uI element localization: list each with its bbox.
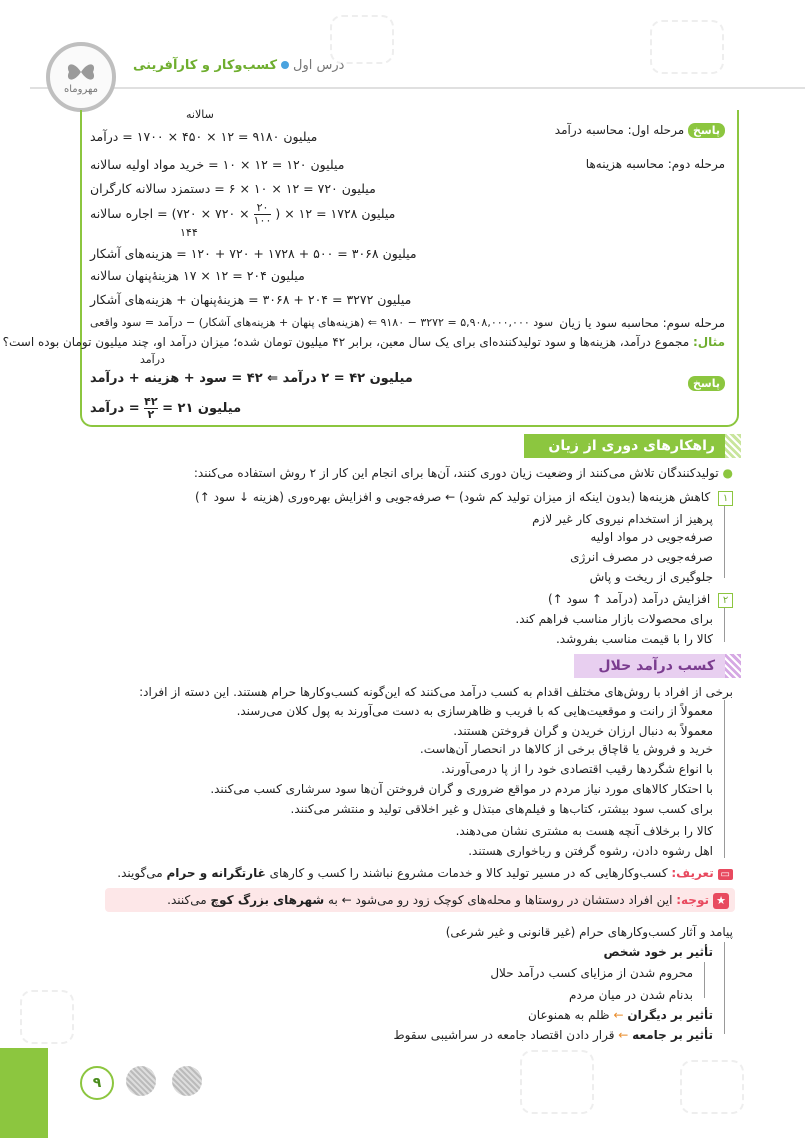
effect2-row [528,1008,713,1022]
stripe-decoration [725,654,741,678]
stripe-decoration [725,434,741,458]
attention-note [105,888,735,912]
effect1-item: بدنام شدن در میان مردم [569,988,693,1002]
note-text: این افراد دستشان در روستاها و محله‌های کوچک زود رو می‌شود ← به [328,893,673,907]
answer-pill-row [688,376,725,391]
section1-intro [194,466,733,480]
rent-under: ۱۴۴ [180,226,198,239]
note-bold: شهرهای بزرگ کوچ [210,893,325,907]
illicit-item: برای کسب سود بیشتر، کتاب‌ها و فیلم‌های مبتذل و غیر اخلاقی تولید و منتشر می‌کنند. [290,802,713,816]
hidden-cost-eq: میلیون ۲۰۴ = ۱۲ × ۱۷ هزینهٔ‌پنهان سالانه [90,268,305,283]
method2-item: کالا را با قیمت مناسب بفروشد. [555,632,713,646]
lesson-label: درس اول [293,58,345,73]
illicit-item: اهل رشوه دادن، رشوه گرفتن و رباخواری هستند. [468,844,713,858]
example-row [3,335,725,349]
arrow-left-icon: ← [613,1008,624,1022]
method1-item: صرفه‌جویی در مصرف انرژی [570,550,713,564]
explicit-cost-eq: میلیون ۳۰۶۸ = ۵۰۰ + ۱۷۲۸ + ۷۲۰ + ۱۲۰ = هزینه‌های آشکار [90,246,417,261]
definition-row [117,866,733,880]
wage-eq: میلیون ۷۲۰ = ۱۲ × ۱۰ × ۶ = دستمزد سالانه کارگران [90,181,376,196]
step1-equation: میلیون ۹۱۸۰ = ۱۲ × ۴۵۰ × ۱۷۰۰ = درآمد [90,129,318,144]
definition-text: کسب‌وکارهایی که در مسیر تولید کالا و خدمات مشروع نباشند را کسب و کارهای [269,866,668,880]
rent-eq [90,202,395,227]
background-doodle [650,20,724,74]
answer-over: درآمد [140,353,165,366]
raw-material-eq: میلیون ۱۲۰ = ۱۲ × ۱۰ = خرید مواد اولیه سالانه [90,157,345,172]
method2-tree-line [724,608,725,642]
total-cost-eq: میلیون ۳۲۷۲ = ۲۰۴ + ۳۰۶۸ = هزینهٔ‌پنهان + هزینه‌های آشکار [90,292,412,307]
section2-title-text: کسب درآمد حلال [598,658,715,674]
effect1-item: محروم شدن از مزایای کسب درآمد حلال [490,966,693,980]
effect2-text: ظلم به همنوعان [527,1008,610,1022]
answer-eq1: میلیون ۴۲ = ۲ درآمد ⇐ ۴۲ = سود + هزینه + درآمد [90,371,413,386]
illicit-item: معمولاً از رانت و موقعیت‌هایی که با فریب و ظاهرسازی به دست می‌آورند به پول کلان می‌رسند. [236,704,713,718]
answer-pill: پاسخ [688,123,725,138]
effects-title: پیامد و آثار کسب‌وکارهای حرام (غیر قانونی و غیر شرعی) [445,925,733,939]
illicit-item: معمولاً به دنبال ارزان خریدن و گران فروختن هستند. [453,724,713,738]
effect2-title: تأثیر بر دیگران [627,1008,713,1022]
section2-title [574,654,725,678]
ans-fraction [144,396,157,421]
rent-post: × ۷۲۰ × ۷۲۰) = اجاره سالانه [90,206,250,221]
background-doodle [520,1050,594,1114]
method1-tree-line [724,506,725,578]
method1-text: کاهش هزینه‌ها (بدون اینکه از میزان تولید کم شود) ← صرفه‌جویی و افزایش بهره‌وری (هزینه ↓ سود ↑) [195,490,711,504]
effect3-row [394,1028,713,1042]
lesson-title: کسب‌وکار و کارآفرینی [133,58,278,73]
illicit-item: با انواع شگردها رقیب اقتصادی خود را از پا درمی‌آورند. [441,762,713,776]
step3-label: مرحله سوم: محاسبه سود یا زیان [559,316,725,330]
profit-eq: سود ۵,۹۰۸,۰۰۰,۰۰۰ = ۳۲۷۲ − ۹۱۸۰ ⇐ (هزینه‌های پنهان + هزینه‌های آشکار) − درآمد = سود واقعی [90,316,554,329]
rent-den: ۱۰۰ [253,214,272,227]
dot-icon [281,61,289,69]
method2-number: ۲ [718,593,733,608]
rent-fraction [254,202,272,227]
step2-label: مرحله دوم: محاسبه هزینه‌ها [585,157,725,171]
logo-text: مهروماه [64,83,98,95]
method1 [195,490,733,506]
background-doodle [20,990,74,1044]
background-doodle [330,15,394,64]
method1-number: ۱ [718,491,733,506]
method1-item: جلوگیری از ریخت و پاش [589,570,713,584]
section2-tree-line [724,700,725,858]
definition-end: می‌گویند. [117,866,163,880]
effect1-subtree-line [704,962,705,998]
effects-tree-line [724,942,725,1034]
answer-eq2 [90,396,241,421]
answer-pill-2: پاسخ [688,376,725,391]
page-corner-bar [0,1048,48,1138]
definition-label: تعریف: [671,866,714,880]
section1-intro-text: تولیدکنندگان تلاش می‌کنند از وضعیت زیان دوری کنند، آن‌ها برای انجام این کار از ۲ روش استفاده می‌کنند: [193,466,719,480]
background-doodle [680,1060,744,1114]
illicit-item: خرید و فروش یا قاچاق برخی از کالاها در انحصار آن‌هاست. [419,742,713,756]
method2-text: افزایش درآمد (درآمد ↑ سود ↑) [547,592,711,606]
note-end: می‌کنند. [167,893,207,907]
ans-num: ۴۲ [144,395,158,408]
butterfly-icon [65,60,97,84]
section2-intro: برخی از افراد با روش‌های مختلف اقدام به کسب درآمد می‌کنند که این‌گونه کسب‌وکارها حرام هستند. این دسته از افراد: [139,685,733,699]
section1-title-text: راهکارهای دوری از زیان [548,438,715,454]
arrow-left-icon: ← [618,1028,629,1042]
step1-label: مرحله اول: محاسبه درآمد [554,123,685,137]
step1-label-row [555,123,725,138]
method1-item: صرفه‌جویی در مواد اولیه [590,530,713,544]
star-icon: ★ [713,893,729,909]
step1-over [186,108,214,121]
rent-pre: میلیون ۱۷۲۸ = ۱۲ × ( [275,206,396,221]
definition-bold: غارتگرانه و حرام [166,866,266,880]
step1-overlabel: سالانه [186,108,214,121]
method2 [548,592,733,608]
rent-num: ۲۰ [254,202,272,215]
lesson-header [133,58,344,73]
header-rule [30,87,805,89]
illicit-item: با احتکار کالاهای مورد نیاز مردم در مواقع ضروری و گران فروختن آن‌ها سود سرشاری کسب می‌کنند. [210,782,713,796]
ans-den: ۲ [147,408,155,421]
example-text: مجموع درآمد، هزینه‌ها و سود تولیدکننده‌ای برای یک سال معین، برابر ۴۲ میلیون تومان شده؛ میزان درآمد او، چند میلیون تومان بوده است؟ [2,335,690,349]
note-label: توجه: [676,893,709,907]
effect1-title: تأثیر بر خود شخص [603,945,713,959]
effect3-text: قرار دادن اقتصاد جامعه در سراشیبی سقوط [393,1028,615,1042]
decor-circle [126,1066,156,1096]
ans-eq2-pre: میلیون ۲۱ = [162,401,242,416]
section1-title [524,434,725,458]
speech-icon: ▭ [718,869,733,880]
page-number: ۹ [80,1066,114,1100]
bullet-icon: ● [722,466,733,480]
illicit-item: کالا را برخلاف آنچه هست به مشتری نشان می‌دهند. [455,824,713,838]
method1-item: پرهیز از استخدام نیروی کار غیر لازم [532,512,713,526]
effect3-title: تأثیر بر جامعه [632,1028,713,1042]
method2-item: برای محصولات بازار مناسب فراهم کند. [515,612,713,626]
example-label: مثال: [692,335,725,349]
publisher-logo [46,42,116,112]
ans-eq2-post: = درآمد [90,401,140,416]
decor-circle [172,1066,202,1096]
